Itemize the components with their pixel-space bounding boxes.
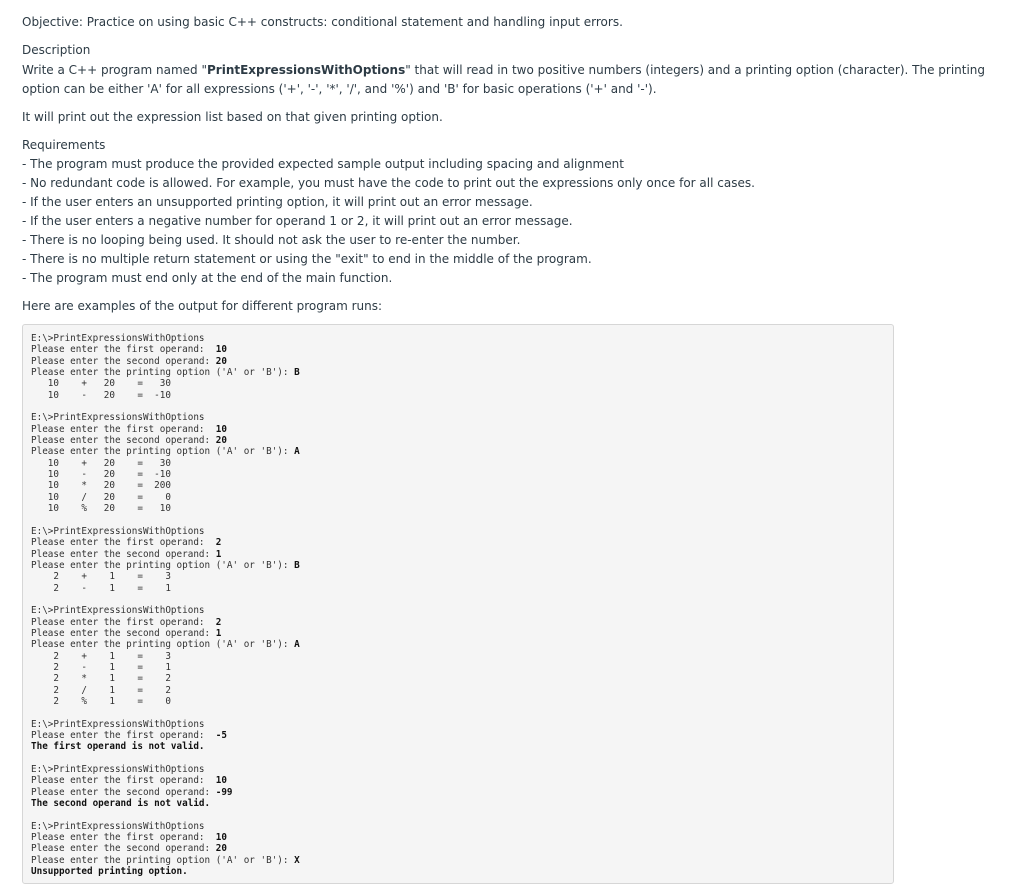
terminal-line (31, 412, 300, 423)
user-input: 10 (215, 423, 227, 435)
terminal-text: Please enter the printing option ('A' or 'B'): (31, 854, 295, 866)
terminal-line (31, 832, 300, 843)
requirement-item: - If the user enters a negative number for operand 1 or 2, it will print out an error message. (22, 214, 573, 228)
requirements-label: Requirements (22, 138, 106, 152)
terminal-text: 10 / 20 = 0 (31, 491, 171, 503)
user-input: -99 (215, 786, 233, 798)
user-input: 1 (215, 627, 222, 639)
terminal-line (31, 730, 300, 741)
terminal-text: 10 * 20 = 200 (31, 480, 171, 492)
terminal-text: E:\>PrintExpressionsWithOptions (31, 412, 205, 424)
terminal-text: E:\>PrintExpressionsWithOptions (31, 820, 205, 832)
sample-output-box (22, 324, 894, 884)
terminal-line (31, 367, 300, 378)
error-message: Unsupported printing option. (31, 866, 188, 878)
terminal-text: 2 % 1 = 0 (31, 696, 171, 707)
terminal-line (31, 662, 300, 673)
terminal-text: Please enter the printing option ('A' or 'B'): (31, 367, 295, 379)
terminal-text: 2 + 1 = 3 (31, 650, 171, 662)
terminal-text: 2 - 1 = 1 (31, 582, 171, 594)
terminal-line (31, 719, 300, 730)
error-message: The first operand is not valid. (31, 741, 205, 753)
description-line-1 (22, 61, 985, 79)
terminal-line (31, 401, 300, 412)
terminal-text: Please enter the first operand: (31, 730, 216, 742)
user-input: 10 (215, 832, 227, 844)
terminal-line (31, 571, 300, 582)
terminal-line (31, 526, 300, 537)
terminal-text: Please enter the second operand: (31, 355, 216, 367)
terminal-line (31, 764, 300, 775)
terminal-line (31, 594, 300, 605)
user-input: X (294, 854, 300, 866)
terminal-line (31, 605, 300, 616)
terminal-text: Please enter the first operand: (31, 423, 216, 435)
terminal-text: Please enter the second operand: (31, 843, 216, 855)
terminal-text: Please enter the second operand: (31, 435, 216, 447)
user-input: 10 (215, 775, 227, 787)
description-line-1-post: " that will read in two positive numbers (integers) and a printing option (character). The printing (405, 63, 986, 77)
terminal-line (31, 344, 300, 355)
terminal-text: Please enter the first operand: (31, 616, 216, 628)
requirement-item: - The program must end only at the end of the main function. (22, 271, 393, 285)
requirement-item: - If the user enters an unsupported printing option, it will print out an error message. (22, 195, 533, 209)
terminal-line (31, 583, 300, 594)
terminal-line (31, 435, 300, 446)
user-input: 10 (215, 344, 227, 356)
terminal-line (31, 333, 300, 344)
terminal-text: Please enter the first operand: (31, 344, 216, 356)
terminal-line (31, 651, 300, 662)
terminal-line (31, 628, 300, 639)
terminal-line (31, 515, 300, 526)
terminal-text: Please enter the second operand: (31, 786, 216, 798)
terminal-line (31, 843, 300, 854)
terminal-line (31, 424, 300, 435)
examples-intro: Here are examples of the output for different program runs: (22, 299, 383, 313)
user-input: 1 (215, 548, 222, 560)
requirement-item: - No redundant code is allowed. For example, you must have the code to print out the expressions only once for all cases. (22, 176, 755, 190)
user-input: 20 (215, 843, 227, 855)
user-input: 2 (215, 616, 222, 628)
terminal-text: 10 + 20 = 30 (31, 457, 171, 469)
terminal-text: Please enter the first operand: (31, 775, 216, 787)
terminal-text: E:\>PrintExpressionsWithOptions (31, 525, 205, 537)
terminal-text: Please enter the second operand: (31, 548, 216, 560)
terminal-text: 10 % 20 = 10 (31, 503, 171, 515)
terminal-text: 2 - 1 = 1 (31, 661, 171, 673)
description-label: Description (22, 43, 91, 57)
requirement-item: - There is no multiple return statement or using the "exit" to end in the middle of the program. (22, 252, 592, 266)
terminal-line (31, 866, 300, 877)
terminal-line (31, 469, 300, 480)
terminal-line (31, 707, 300, 718)
terminal-line (31, 741, 300, 752)
terminal-line (31, 639, 300, 650)
user-input: 20 (215, 435, 227, 447)
terminal-line (31, 673, 300, 684)
sample-output-text (31, 333, 300, 878)
terminal-line (31, 446, 300, 457)
objective-text: : Practice on using basic C++ constructs: conditional statement and handling input errors. (78, 15, 623, 29)
terminal-line (31, 549, 300, 560)
terminal-line (31, 390, 300, 401)
terminal-text: E:\>PrintExpressionsWithOptions (31, 764, 205, 776)
terminal-line (31, 821, 300, 832)
description-line-3: It will print out the expression list based on that given printing option. (22, 110, 443, 124)
user-input: A (294, 639, 300, 651)
objective-label: Objective (22, 15, 79, 29)
terminal-line (31, 480, 300, 491)
terminal-text: E:\>PrintExpressionsWithOptions (31, 718, 205, 730)
terminal-text: E:\>PrintExpressionsWithOptions (31, 333, 205, 344)
description-line-1-pre: Write a C++ program named " (22, 63, 207, 77)
terminal-text: Please enter the printing option ('A' or 'B'): (31, 559, 295, 571)
terminal-text: 10 + 20 = 30 (31, 378, 171, 390)
terminal-text: 10 - 20 = -10 (31, 389, 171, 401)
terminal-line (31, 685, 300, 696)
terminal-text: Please enter the second operand: (31, 627, 216, 639)
terminal-text: 10 - 20 = -10 (31, 469, 171, 481)
program-name: PrintExpressionsWithOptions (207, 63, 406, 77)
terminal-line (31, 378, 300, 389)
terminal-line (31, 696, 300, 707)
user-input: B (294, 367, 300, 379)
terminal-line (31, 503, 300, 514)
terminal-line (31, 855, 300, 866)
terminal-text: Please enter the first operand: (31, 537, 216, 549)
terminal-line (31, 617, 300, 628)
terminal-line (31, 753, 300, 764)
terminal-line (31, 809, 300, 820)
terminal-text: E:\>PrintExpressionsWithOptions (31, 605, 205, 617)
description-line-2: option can be either 'A' for all expressions ('+', '-', '*', '/', and '%') and 'B' for basic operations ('+' and '-'). (22, 82, 657, 96)
terminal-line (31, 537, 300, 548)
terminal-line (31, 787, 300, 798)
terminal-text: Please enter the printing option ('A' or 'B'): (31, 639, 295, 651)
terminal-text: Please enter the first operand: (31, 832, 216, 844)
terminal-text: 2 * 1 = 2 (31, 673, 171, 685)
terminal-text: 2 / 1 = 2 (31, 684, 171, 696)
terminal-line (31, 560, 300, 571)
terminal-line (31, 798, 300, 809)
user-input: -5 (215, 730, 227, 742)
requirement-item: - The program must produce the provided expected sample output including spacing and alignment (22, 157, 624, 171)
user-input: A (294, 446, 300, 458)
error-message: The second operand is not valid. (31, 798, 211, 810)
user-input: 20 (215, 355, 227, 367)
terminal-line (31, 492, 300, 503)
terminal-text: 2 + 1 = 3 (31, 571, 171, 583)
terminal-line (31, 458, 300, 469)
requirement-item: - There is no looping being used. It should not ask the user to re-enter the number. (22, 233, 521, 247)
terminal-text: Please enter the printing option ('A' or 'B'): (31, 446, 295, 458)
objective-line (22, 13, 623, 31)
user-input: B (294, 559, 300, 571)
terminal-line (31, 356, 300, 367)
user-input: 2 (215, 537, 222, 549)
terminal-line (31, 775, 300, 786)
